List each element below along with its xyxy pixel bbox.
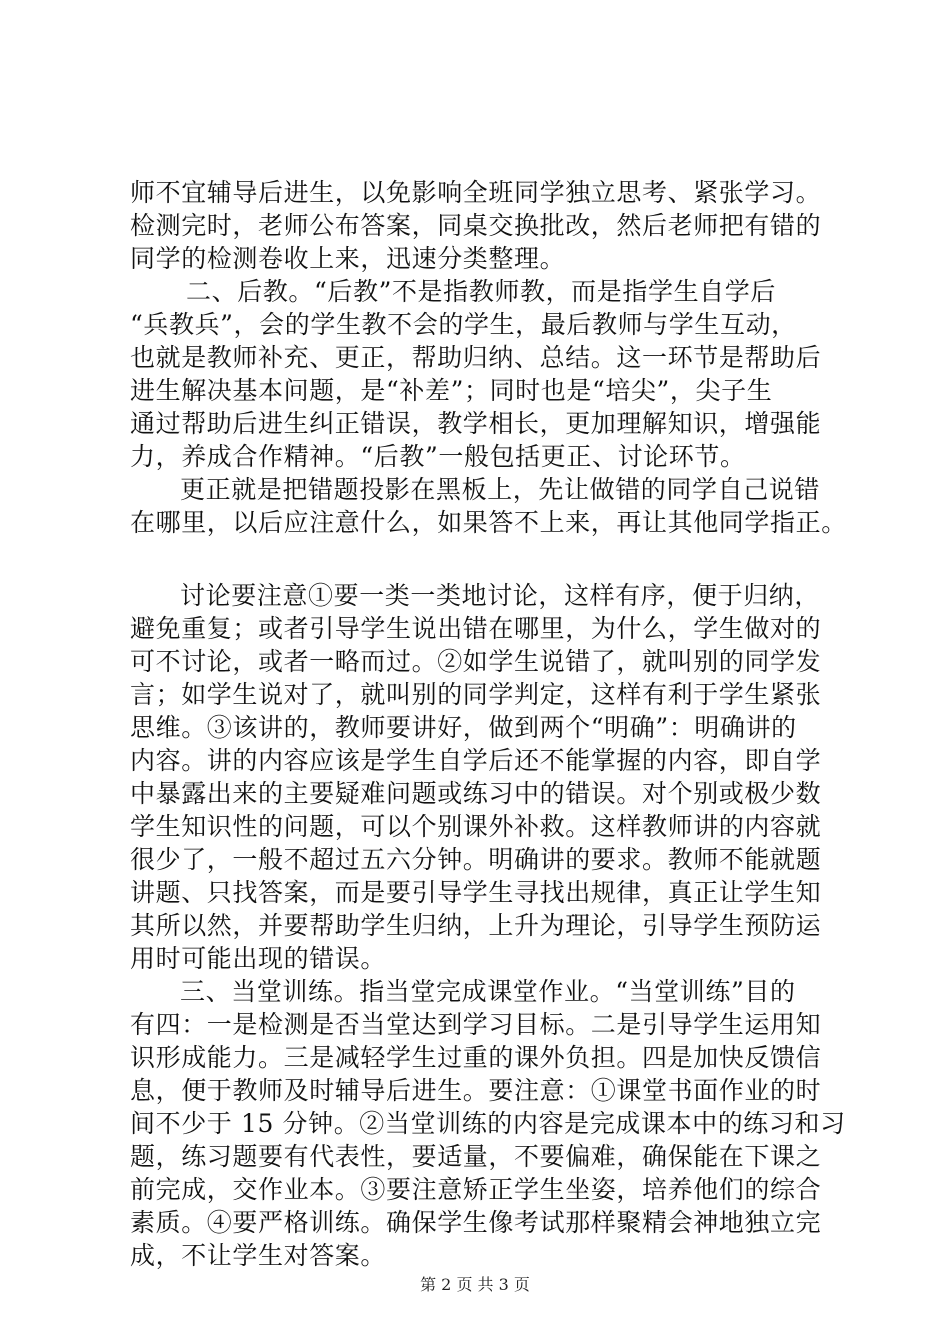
paragraph-start-line: 二、后教。“后教”不是指教师教，而是指学生自学后 (186, 277, 776, 306)
text-line: 中暴露出来的主要疑难问题或练习中的错误。对个别或极少数 (130, 779, 822, 808)
text-line: 前完成，交作业本。③要注意矫正学生坐姿，培养他们的综合 (130, 1175, 822, 1204)
text-line: 间不少于 15 分钟。②当堂训练的内容是完成课本中的练习和习 (130, 1109, 846, 1138)
text-line: 在哪里，以后应注意什么，如果答不上来，再让其他同学指正。 (130, 508, 847, 537)
paragraph-start-line: 更正就是把错题投影在黑板上，先让做错的同学自己说错 (180, 475, 821, 504)
paragraph-gap (130, 539, 830, 579)
paragraph-start-line: 三、当堂训练。指当堂完成课堂作业。“当堂训练”目的 (180, 977, 796, 1006)
text-line: 进生解决基本问题，是“补差”；同时也是“培尖”，尖子生 (130, 376, 773, 405)
text-line: 可不讨论，或者一略而过。②如学生说错了，就叫别的同学发 (130, 647, 822, 676)
text-line: 言；如学生说对了，就叫别的同学判定，这样有利于学生紧张 (130, 680, 822, 709)
text-line: 通过帮助后进生纠正错误，教学相长，更加理解知识，增强能 (130, 409, 822, 438)
text-line: 也就是教师补充、更正，帮助归纳、总结。这一环节是帮助后 (130, 343, 822, 372)
text-line: 素质。④要严格训练。确保学生像考试那样聚精会神地独立完 (130, 1208, 822, 1237)
text-line: 成，不让学生对答案。 (130, 1241, 387, 1270)
paragraph-start-line: 讨论要注意①要一类一类地讨论，这样有序，便于归纳， (180, 581, 821, 610)
text-line: 其所以然，并要帮助学生归纳，上升为理论，引导学生预防运 (130, 911, 822, 940)
text-line: 用时可能出现的错误。 (130, 944, 387, 973)
text-line: 学生知识性的问题，可以个别课外补救。这样教师讲的内容就 (130, 812, 822, 841)
text-line: 思维。③该讲的，教师要讲好，做到两个“明确”：明确讲的 (130, 713, 797, 742)
text-line: 内容。讲的内容应该是学生自学后还不能掌握的内容，即自学 (130, 746, 822, 775)
text-line: 同学的检测卷收上来，迅速分类整理。 (130, 244, 566, 273)
text-line: 有四：一是检测是否当堂达到学习目标。二是引导学生运用知 (130, 1010, 822, 1039)
text-line: 识形成能力。三是减轻学生过重的课外负担。四是加快反馈信 (130, 1043, 822, 1072)
page-number-footer: 第 2 页 共 3 页 (420, 1275, 530, 1294)
document-body (130, 176, 847, 1272)
text-line: 师不宜辅导后进生，以免影响全班同学独立思考、紧张学习。 (130, 178, 822, 207)
text-line: 检测完时，老师公布答案，同桌交换批改，然后老师把有错的 (130, 211, 822, 240)
text-line: 讲题、只找答案，而是要引导学生寻找出规律，真正让学生知 (130, 878, 822, 907)
text-line: 避免重复；或者引导学生说出错在哪里，为什么，学生做对的 (130, 614, 822, 643)
text-line: 力，养成合作精神。“后教”一般包括更正、讨论环节。 (130, 442, 746, 471)
text-line: 息，便于教师及时辅导后进生。要注意：①课堂书面作业的时 (130, 1076, 822, 1105)
text-line: 很少了，一般不超过五六分钟。明确讲的要求。教师不能就题 (130, 845, 822, 874)
text-line: “兵教兵”，会的学生教不会的学生，最后教师与学生互动， (130, 310, 797, 339)
text-line: 题，练习题要有代表性，要适量，不要偏难，确保能在下课之 (130, 1142, 822, 1171)
